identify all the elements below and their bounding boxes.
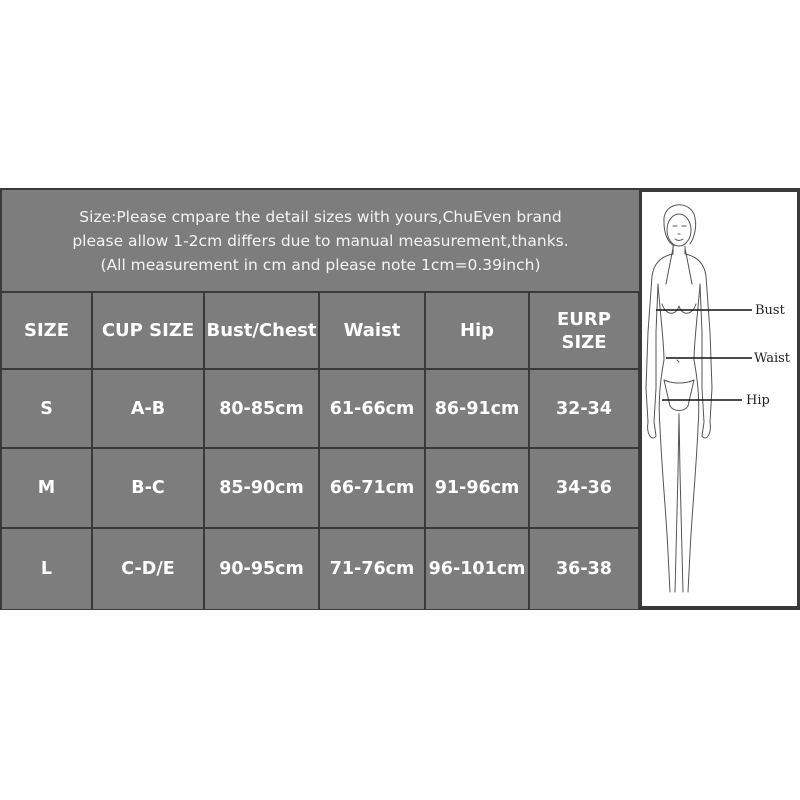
notice-line-2: please allow 1-2cm differs due to manual measurement,thanks. <box>72 231 569 250</box>
header-cup-size: CUP SIZE <box>93 293 203 368</box>
hip-label: Hip <box>746 393 770 408</box>
header-size: SIZE <box>2 293 91 368</box>
cell-size: M <box>2 449 91 527</box>
cell-bust: 90-95cm <box>205 529 318 609</box>
notice-line-3: (All measurement in cm and please note 1cm=0.39inch) <box>100 255 541 274</box>
cell-cup-size: B-C <box>93 449 203 527</box>
header-bust-chest: Bust/Chest <box>205 293 318 368</box>
cell-cup-size: C-D/E <box>93 529 203 609</box>
cell-hip: 86-91cm <box>426 370 528 447</box>
header-eurp-size: EURP SIZE <box>530 293 638 368</box>
bust-label: Bust <box>755 303 785 318</box>
cell-waist: 71-76cm <box>320 529 424 609</box>
cell-size: L <box>2 529 91 609</box>
cell-eurp-size: 34-36 <box>530 449 638 527</box>
cell-eurp-size: 32-34 <box>530 370 638 447</box>
cell-hip: 96-101cm <box>426 529 528 609</box>
cell-eurp-size: 36-38 <box>530 529 638 609</box>
size-notice <box>2 190 639 291</box>
size-table <box>1 189 638 609</box>
cell-cup-size: A-B <box>93 370 203 447</box>
body-outline-illustration <box>642 192 797 606</box>
cell-waist: 61-66cm <box>320 370 424 447</box>
cell-bust: 80-85cm <box>205 370 318 447</box>
cell-waist: 66-71cm <box>320 449 424 527</box>
header-hip: Hip <box>426 293 528 368</box>
size-chart <box>0 188 800 610</box>
waist-label: Waist <box>754 351 791 366</box>
cell-hip: 91-96cm <box>426 449 528 527</box>
notice-line-1: Size:Please cmpare the detail sizes with yours,ChuEven brand <box>79 207 562 226</box>
cell-bust: 85-90cm <box>205 449 318 527</box>
body-measurement-figure <box>642 192 797 606</box>
cell-size: S <box>2 370 91 447</box>
header-waist: Waist <box>320 293 424 368</box>
